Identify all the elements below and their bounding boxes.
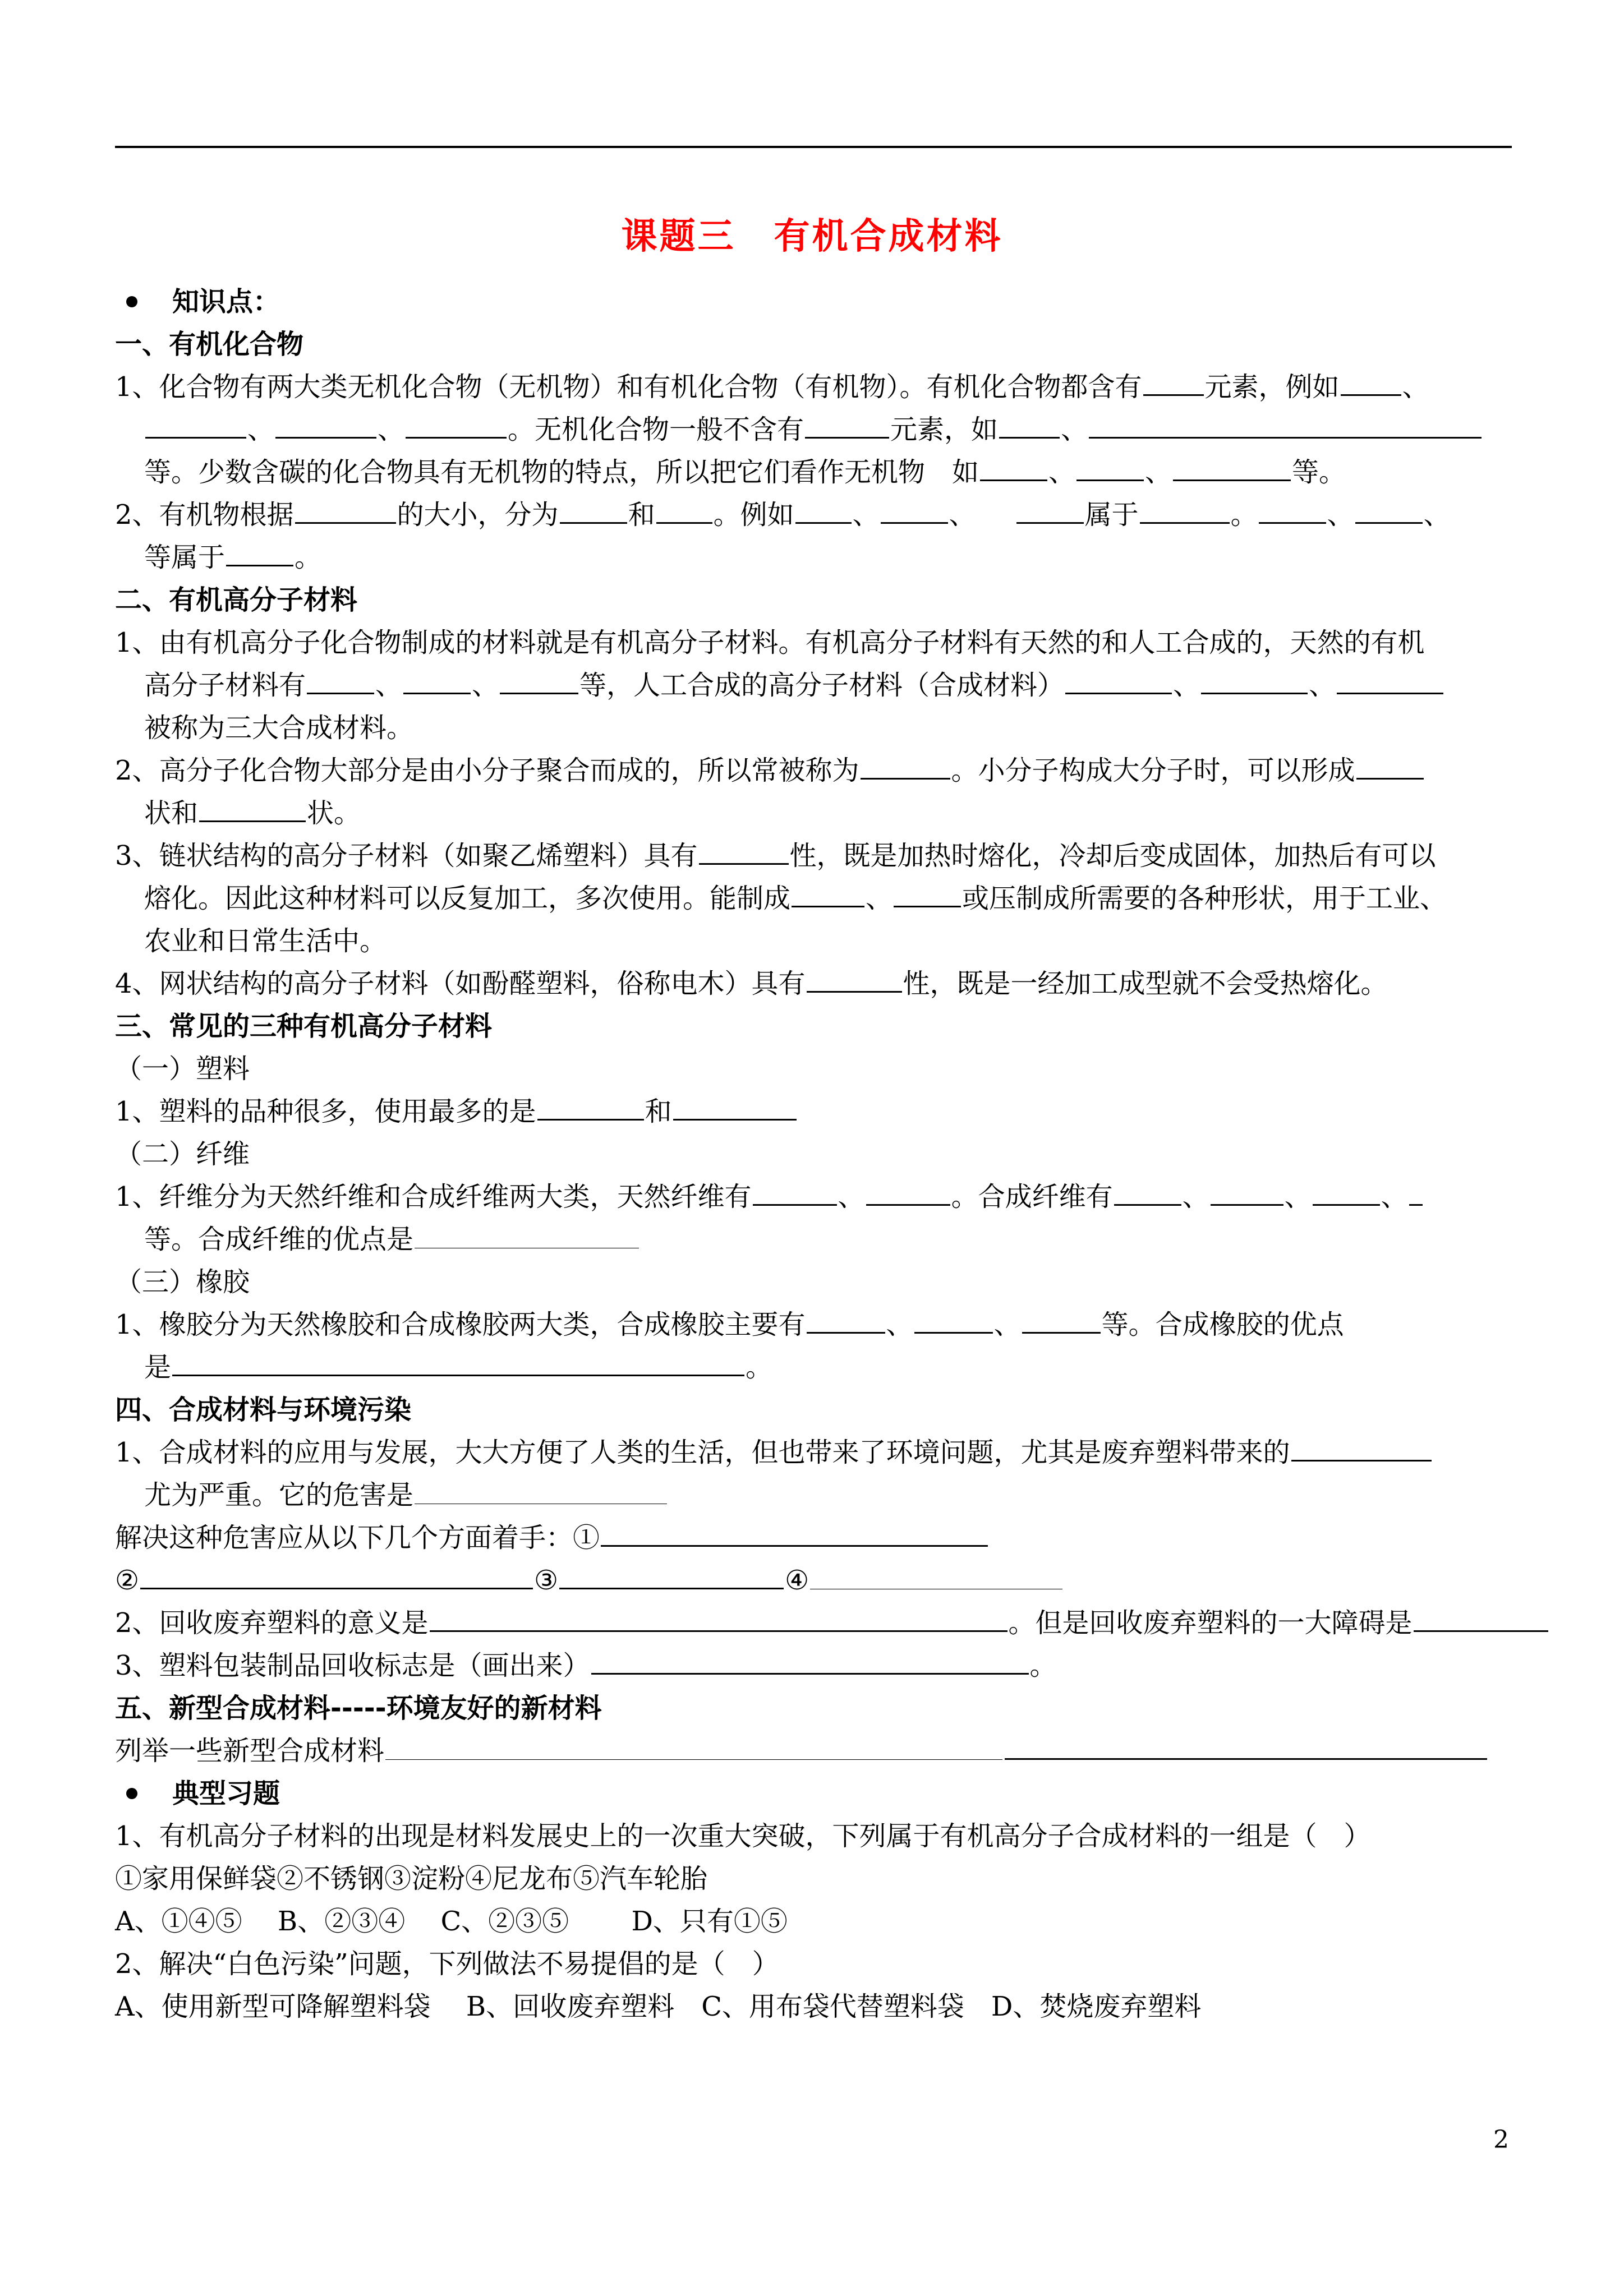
section-heading-3: 三、常见的三种有机高分子材料 <box>115 1011 493 1042</box>
answer-blank[interactable] <box>753 1179 837 1206</box>
s4-p3-line1: 3、塑料包装制品回收标志是（画出来） 。 <box>115 1644 1512 1687</box>
answer-blank[interactable] <box>807 966 902 993</box>
answer-blank[interactable] <box>807 1307 885 1334</box>
answer-blank[interactable] <box>1022 1307 1101 1334</box>
answer-blank[interactable] <box>881 497 948 524</box>
answer-blank[interactable] <box>601 1520 988 1547</box>
header-rule <box>115 146 1512 148</box>
section-heading-2: 二、有机高分子材料 <box>115 584 358 616</box>
section-heading-1: 一、有机化合物 <box>115 329 304 360</box>
answer-blank[interactable] <box>1140 497 1230 524</box>
answer-blank[interactable] <box>275 412 376 439</box>
answer-blank[interactable] <box>415 1479 667 1504</box>
answer-blank[interactable] <box>1143 370 1204 396</box>
bullet-icon <box>126 1788 137 1799</box>
answer-blank[interactable] <box>1409 1179 1423 1206</box>
s4-p1-line4: ② ③ ④ <box>115 1559 1512 1602</box>
s2-p2-line2: 状和 状。 <box>115 792 1512 835</box>
answer-blank[interactable] <box>560 497 627 524</box>
answer-blank[interactable] <box>1341 370 1401 396</box>
answer-blank[interactable] <box>199 796 306 822</box>
answer-blank[interactable] <box>792 881 864 907</box>
s2-p3-line2: 熔化。因此这种材料可以反复加工，多次使用。能制成 、 或压制成所需要的各种形状，用于工业、 <box>115 877 1512 920</box>
section-heading-4: 四、合成材料与环境污染 <box>115 1394 412 1426</box>
s2-p3-line1: 3、链状结构的高分子材料（如聚乙烯塑料）具有 性，既是加热时熔化，冷却后变成固体，加热后有可以 <box>115 835 1512 877</box>
answer-blank[interactable] <box>656 497 712 524</box>
answer-blank[interactable] <box>172 1350 744 1376</box>
question-1-options: A、①④⑤ B、②③④ C、②③⑤ D、只有①⑤ <box>115 1906 788 1937</box>
s2-p4-line1: 4、网状结构的高分子材料（如酚醛塑料，俗称电木）具有 性，既是一经加工成型就不会受热熔化。 <box>115 962 1512 1005</box>
question-1: 1、有机高分子材料的出现是材料发展史上的一次重大突破，下列属于有机高分子合成材料的一组是（ ） <box>115 1820 1371 1852</box>
section-heading-5: 五、新型合成材料-----环境友好的新材料 <box>115 1693 602 1724</box>
answer-blank[interactable] <box>699 838 789 865</box>
answer-blank[interactable] <box>1259 497 1326 524</box>
answer-blank[interactable] <box>430 1606 1007 1632</box>
s5-p1-line1: 列举一些新型合成材料 <box>115 1730 1512 1772</box>
answer-blank[interactable] <box>500 668 578 694</box>
s4-p1-line2: 尤为严重。它的危害是 <box>115 1474 1512 1516</box>
answer-blank[interactable] <box>307 668 374 694</box>
s2-p1-line3: 被称为三大合成材料。 <box>144 712 414 744</box>
question-2: 2、解决“白色污染”问题，下列做法不易提倡的是（ ） <box>115 1948 779 1980</box>
answer-blank[interactable] <box>1173 455 1291 481</box>
s1-p1-line1: 1、化合物有两大类无机化合物（无机物）和有机化合物（有机物）。有机化合物都含有 元素，例如 、 <box>115 366 1512 408</box>
answer-blank[interactable] <box>140 1563 533 1589</box>
answer-blank[interactable] <box>403 668 471 694</box>
s2-p2-line1: 2、高分子化合物大部分是由小分子聚合而成的，所以常被称为 。小分子构成大分子时，可以形成 <box>115 749 1512 792</box>
s3-p3-line2: 是 。 <box>115 1346 1512 1389</box>
answer-blank[interactable] <box>1211 1179 1283 1206</box>
answer-blank[interactable] <box>1414 1606 1548 1632</box>
answer-blank[interactable] <box>295 497 396 524</box>
answer-blank[interactable] <box>980 455 1047 481</box>
answer-blank[interactable] <box>866 1179 950 1206</box>
s3-p2-line1: 1、纤维分为天然纤维和合成纤维两大类，天然纤维有 、 。合成纤维有 、 、 、 <box>115 1175 1512 1218</box>
answer-blank[interactable] <box>1076 455 1144 481</box>
subheading-plastics: （一）塑料 <box>115 1053 250 1085</box>
answer-blank[interactable] <box>415 1223 639 1248</box>
answer-blank[interactable] <box>559 1563 784 1589</box>
answer-blank[interactable] <box>914 1307 993 1334</box>
answer-blank[interactable] <box>1005 1733 1487 1760</box>
answer-blank[interactable] <box>406 412 507 439</box>
s3-p2-line2: 等。合成纤维的优点是 <box>115 1218 1512 1261</box>
answer-blank[interactable] <box>1355 497 1423 524</box>
answer-blank[interactable] <box>591 1648 1029 1675</box>
answer-blank[interactable] <box>861 753 950 780</box>
answer-blank[interactable] <box>385 1735 1002 1760</box>
page-title: 课题三 有机合成材料 <box>621 215 1003 257</box>
s4-p2-line1: 2、回收废弃塑料的意义是 。但是回收废弃塑料的一大障碍是 <box>115 1602 1512 1644</box>
s1-p1-line2: 、 、 。无机化合物一般不含有 元素，如 、 <box>115 408 1512 451</box>
answer-blank[interactable] <box>1313 1179 1380 1206</box>
s4-p1-line3: 解决这种危害应从以下几个方面着手：① <box>115 1516 1512 1559</box>
question-1-items: ①家用保鲜袋②不锈钢③淀粉④尼龙布⑤汽车轮胎 <box>115 1863 708 1894</box>
s1-p2-line2: 等属于 。 <box>115 536 1512 579</box>
answer-blank[interactable] <box>1291 1435 1432 1461</box>
s3-p1-line1: 1、塑料的品种很多，使用最多的是 和 <box>115 1090 1512 1133</box>
answer-blank[interactable] <box>537 1094 644 1121</box>
s2-p1-line2: 高分子材料有 、 、 等，人工合成的高分子材料（合成材料） 、 、 <box>115 664 1512 707</box>
answer-blank[interactable] <box>1356 753 1424 780</box>
answer-blank[interactable] <box>1114 1179 1181 1206</box>
s1-p1-line3: 等。少数含碳的化合物具有无机物的特点，所以把它们看作无机物 如 、 、 等。 <box>115 451 1512 494</box>
knowledge-points-heading: 知识点： <box>115 280 1512 323</box>
answer-blank[interactable] <box>1065 668 1172 694</box>
answer-blank[interactable] <box>145 412 246 439</box>
s4-p1-line1: 1、合成材料的应用与发展，大大方便了人类的生活，但也带来了环境问题，尤其是废弃塑料带来的 <box>115 1431 1512 1474</box>
answer-blank[interactable] <box>810 1564 1062 1589</box>
answer-blank[interactable] <box>795 497 852 524</box>
subheading-rubber: （三）橡胶 <box>115 1266 250 1298</box>
page-number: 2 <box>1493 2126 1509 2154</box>
s2-p1-line1: 1、由有机高分子化合物制成的材料就是有机高分子材料。有机高分子材料有天然的和人工合成的，天然的有机 <box>115 627 1425 658</box>
answer-blank[interactable] <box>226 540 293 566</box>
answer-blank[interactable] <box>1089 412 1482 439</box>
s3-p3-line1: 1、橡胶分为天然橡胶和合成橡胶两大类，合成橡胶主要有 、 、 等。合成橡胶的优点 <box>115 1303 1512 1346</box>
answer-blank[interactable] <box>805 412 889 439</box>
s1-p2-line1: 2、有机物根据 的大小，分为 和 。例如 、 、 属于 。 、 、 <box>115 494 1512 536</box>
answer-blank[interactable] <box>1016 497 1084 524</box>
bullet-icon <box>126 296 137 307</box>
s2-p3-line3: 农业和日常生活中。 <box>144 925 387 957</box>
answer-blank[interactable] <box>673 1094 797 1121</box>
answer-blank[interactable] <box>894 881 961 907</box>
worksheet-content <box>115 280 1512 2028</box>
answer-blank[interactable] <box>999 412 1060 439</box>
answer-blank[interactable] <box>1337 668 1443 694</box>
answer-blank[interactable] <box>1201 668 1308 694</box>
question-2-options: A、使用新型可降解塑料袋 B、回收废弃塑料 C、用布袋代替塑料袋 D、焚烧废弃塑料 <box>115 1991 1202 2022</box>
exercises-heading: 典型习题 <box>115 1772 1512 1815</box>
subheading-fibers: （二）纤维 <box>115 1138 250 1170</box>
